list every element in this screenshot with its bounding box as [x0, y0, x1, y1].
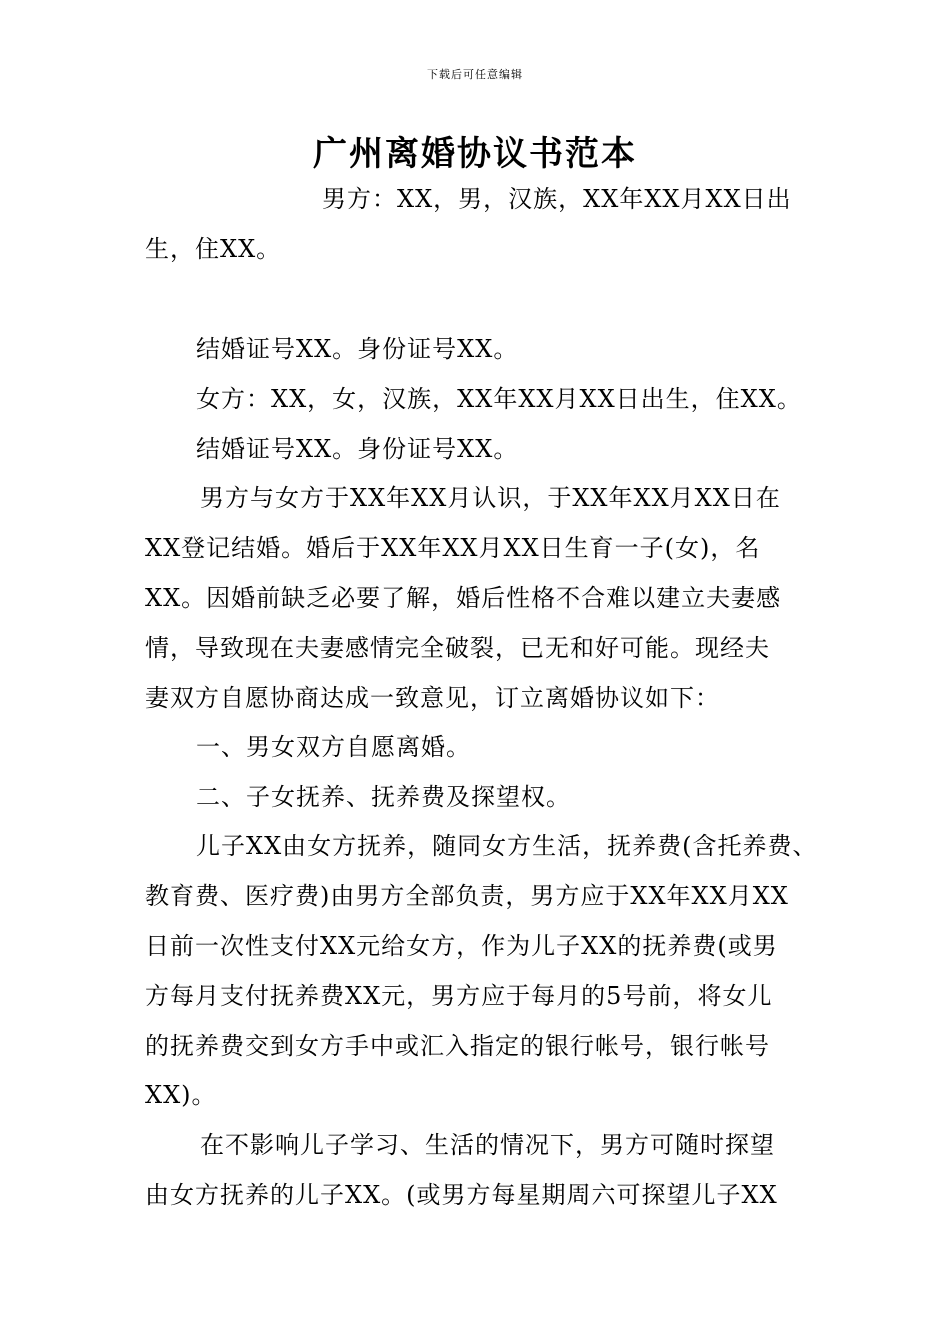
text-line: 儿子XX由女方抚养，随同女方生活，抚养费(含托养费、 — [196, 832, 818, 860]
text-line: 男方：XX，男，汉族，XX年XX月XX日出 — [322, 185, 792, 213]
text-line: 结婚证号XX。身份证号XX。 — [196, 335, 519, 363]
text-line: XX登记结婚。婚后于XX年XX月XX日生育一子(女)，名 — [145, 534, 761, 562]
text-line: 男方与女方于XX年XX月认识，于XX年XX月XX日在 — [200, 484, 781, 512]
text-line: 二、子女抚养、抚养费及探望权。 — [196, 783, 571, 811]
text-line: 由女方抚养的儿子XX。(或男方每星期周六可探望儿子XX — [145, 1181, 778, 1209]
text-line: 情，导致现在夫妻感情完全破裂，已无和好可能。现经夫 — [145, 634, 770, 662]
text-line: 教育费、医疗费)由男方全部负责，男方应于XX年XX月XX — [145, 882, 789, 910]
text-line: XX。因婚前缺乏必要了解，婚后性格不合难以建立夫妻感 — [145, 584, 782, 612]
text-line: XX)。 — [145, 1081, 217, 1109]
header-note: 下载后可任意编辑 — [427, 68, 523, 81]
text-line: 妻双方自愿协商达成一致意见，订立离婚协议如下： — [145, 684, 720, 712]
text-line: 的抚养费交到女方手中或汇入指定的银行帐号，银行帐号 — [145, 1032, 770, 1060]
text-line: 日前一次性支付XX元给女方，作为儿子XX的抚养费(或男 — [145, 932, 778, 960]
text-line: 女方：XX，女，汉族，XX年XX月XX日出生，住XX。 — [196, 385, 802, 413]
text-line: 结婚证号XX。身份证号XX。 — [196, 435, 519, 463]
document-title: 广州离婚协议书范本 — [313, 134, 637, 174]
text-line: 生，住XX。 — [145, 235, 282, 263]
text-line: 在不影响儿子学习、生活的情况下，男方可随时探望 — [200, 1131, 775, 1159]
text-line: 一、男女双方自愿离婚。 — [196, 733, 471, 761]
text-line: 方每月支付抚养费XX元，男方应于每月的5号前，将女儿 — [145, 982, 773, 1010]
